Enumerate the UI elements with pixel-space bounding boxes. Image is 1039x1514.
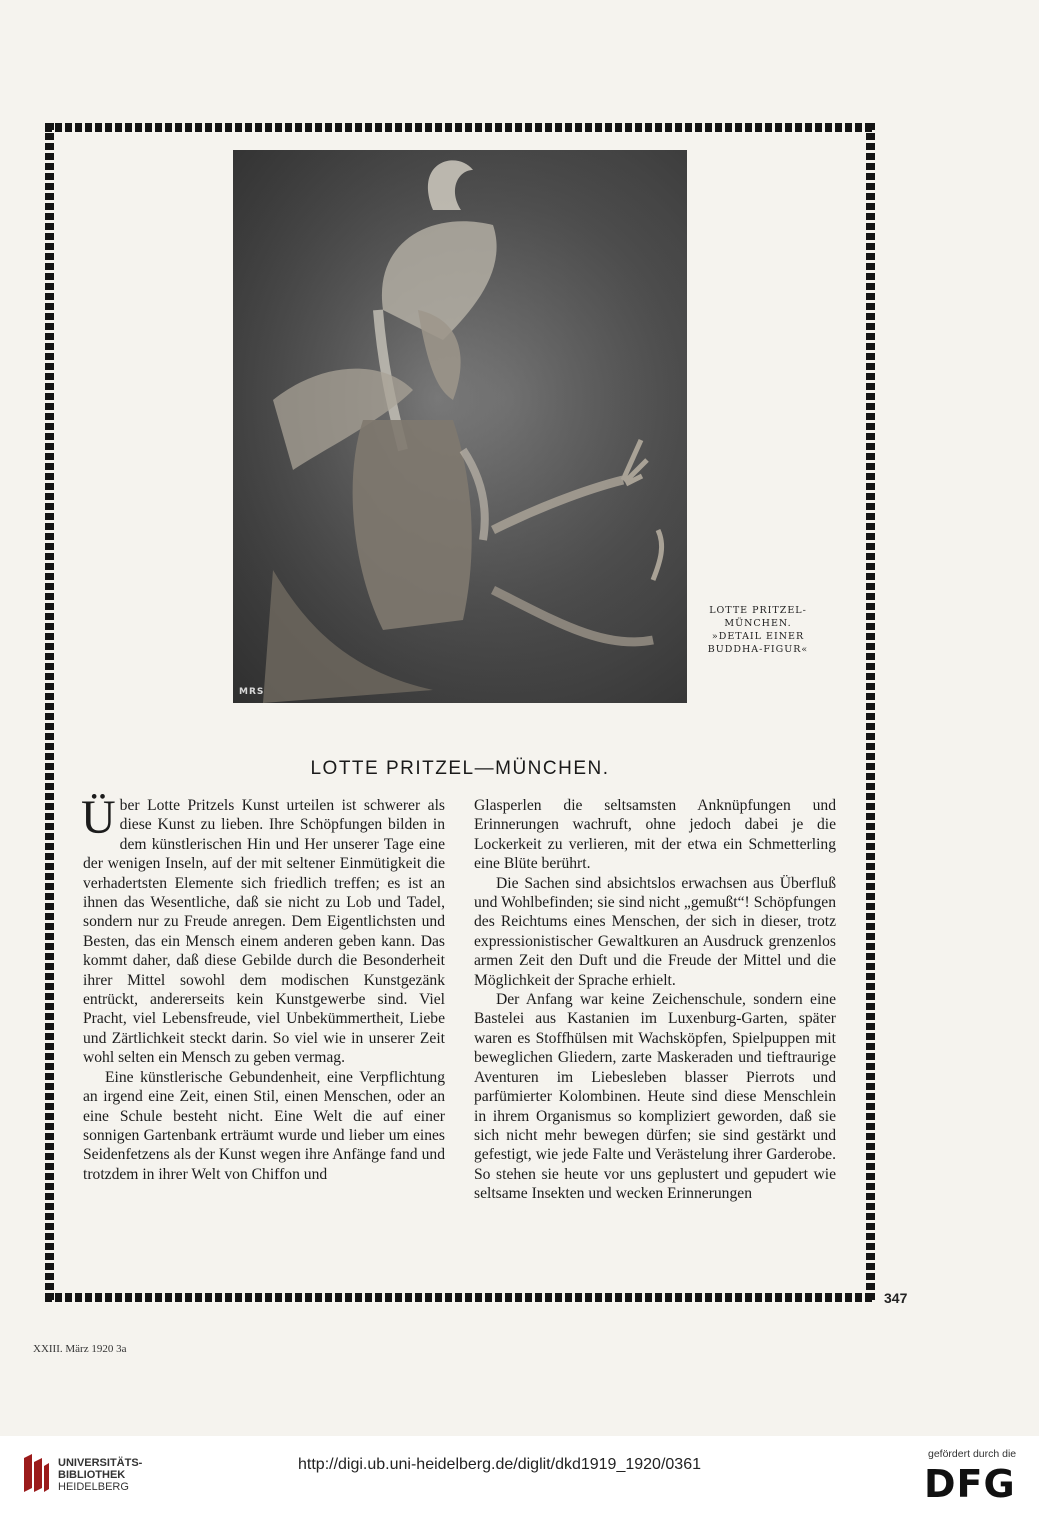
- photographer-monogram: MRS: [239, 687, 265, 697]
- library-logo-icon: [22, 1452, 50, 1494]
- library-line: HEIDELBERG: [58, 1481, 129, 1493]
- paragraph: Der Anfang war keine Zeichenschule, sondern eine Bastelei aus Kastanien im Luxenburg-Garten, später waren es Stoffhülsen mit Wachsköpfen, Spielpuppen mit beweglichen Gliedern, zarte Maskeraden und tieftraurige Aventuren im Liebesleben blasser Pierrots und parfümierter Kolombinen. Heute sind diese Menschlein in ihrem Organismus so kompliziert geworden, daß sie sich nicht mehr bewegen dürfen; sie sind gestärkt und gefestigt, wie jede Falte und Verästelung ihrer Garderobe. So stehen sie heute vor uns geplustert und gepudert wie seltsame Insekten und wecken Erinnerungen: [474, 991, 836, 1203]
- caption-line: »DETAIL EINER: [711, 631, 805, 642]
- article-column-left: [81, 791, 445, 1184]
- funded-by-text: gefördert durch die: [928, 1448, 1017, 1460]
- paragraph: Die Sachen sind absichtslos erwachsen aus Überfluß und Wohlbefinden; sie sind nicht „gemußt“! Schöpfungen des Reichtums eines Menschen, der sich in dieser, trotz expressionistischer Gewaltkuren an Ausdruck grenzenlos armen Zeit den Duft und die Freude der Mittel und die Möglichkeit der Sprache erhielt.: [474, 874, 836, 989]
- decorative-border-left: [45, 123, 54, 1302]
- paragraph-text: ber Lotte Pritzels Kunst urteilen ist schwerer als diese Kunst zu lieben. Ihre Schöpfungen bilden in dem künstlerischen Hin und Her unserer Tage eine der wenigen Inseln, auf der mit seltener Einmütigkeit die verhadertsten Elemente sich friedlich treffen; es ist an ihnen das Wesentliche, daß sie nicht zu Lob und Tadel, sondern nur zu Freude anregen. Dem Eigentlichsten und Besten, das ein Mensch einem anderen geben kann. Das kommt daher, daß diese Gebilde durch die Besonderheit ihrer Mittel sowohl dem modischen Kunstgezänk entrückt, andererseits kein Kunstgewerbe sind. Viel Pracht, viel Lebensfreude, viel Unbekümmertheit, Liebe und Zärtlichkeit steckt darin. So viel wie in unserer Zeit wohl selten ein Mensch zu geben vermag.: [83, 797, 445, 1067]
- source-url-link[interactable]: http://digi.ub.uni-heidelberg.de/diglit/dkd1919_1920/0361: [298, 1456, 701, 1473]
- caption-line: MÜNCHEN.: [724, 618, 792, 629]
- paragraph: Eine künstlerische Gebundenheit, eine Verpflichtung an irgend eine Zeit, einen Stil, einen Menschen, oder an eine Schule besteht nicht. Eine Welt die auf einer sonnigen Gartenbank erträumt wurde und lieber um eines Seidenfetzens als der Kunst wegen ihre Anfänge fand und trotzdem in ihrer Welt von Chiffon und: [83, 1068, 445, 1183]
- library-name[interactable]: [58, 1457, 142, 1493]
- dfg-logo[interactable]: DFG: [924, 1462, 1016, 1506]
- decorative-border-bottom: [45, 1293, 875, 1302]
- drop-cap: Ü: [81, 791, 116, 844]
- page-number: 347: [884, 1290, 908, 1306]
- issue-reference: XXIII. März 1920 3a: [33, 1343, 127, 1355]
- buddha-figure-photo: [233, 150, 687, 703]
- article-column-right: [474, 796, 836, 1204]
- library-line: UNIVERSITÄTS-: [58, 1457, 143, 1469]
- decorative-border-right: [866, 123, 875, 1302]
- caption-line: LOTTE PRITZEL-: [709, 605, 807, 616]
- decorative-border-top: [45, 123, 875, 132]
- library-line: BIBLIOTHEK: [58, 1469, 126, 1481]
- caption-line: BUDDHA-FIGUR«: [707, 644, 809, 655]
- photo-caption: [700, 604, 816, 656]
- paragraph: [81, 791, 445, 1068]
- figure-illustration: [233, 150, 687, 703]
- article-title: LOTTE PRITZEL—MÜNCHEN.: [310, 758, 610, 779]
- paragraph: Glasperlen die seltsamsten Anknüpfungen und Erinnerungen wachruft, ohne jedoch dabei je die Lockerkeit zu verlieren, mit der etwa ein Schmetterling eine Blüte berührt.: [474, 797, 836, 873]
